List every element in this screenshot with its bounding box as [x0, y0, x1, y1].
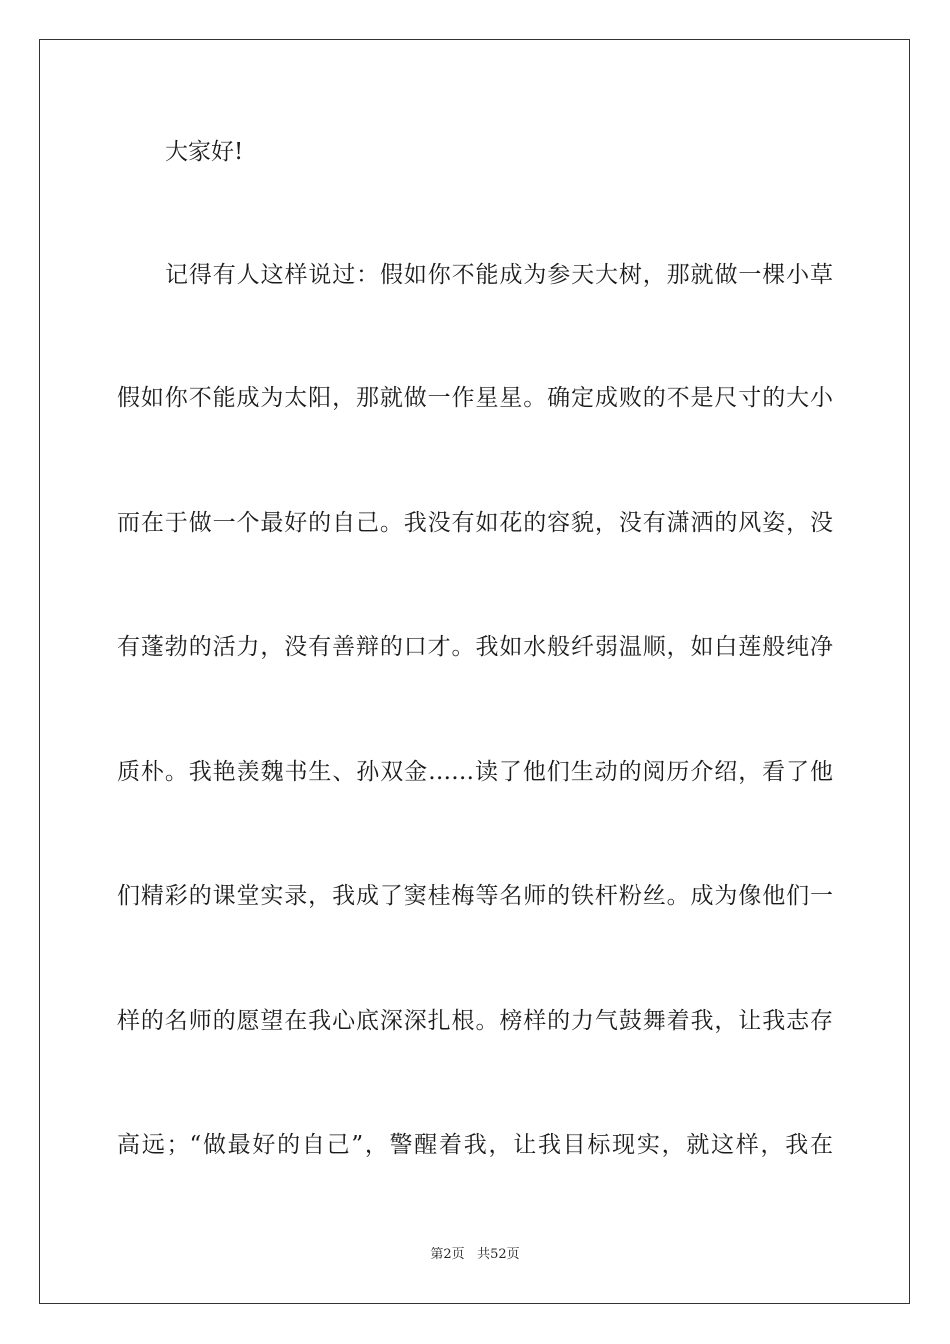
- paragraph-line: 记得有人这样说过：假如你不能成为参天大树，那就做一棵小草: [165, 262, 833, 288]
- paragraph-line: 高远；“做最好的自己”，警醒着我，让我目标现实，就这样，我在: [117, 1132, 833, 1158]
- paragraph-line: 假如你不能成为太阳，那就做一作星星。确定成败的不是尺寸的大小: [117, 385, 833, 411]
- paragraph-line: 有蓬勃的活力，没有善辩的口才。我如水般纤弱温顺，如白莲般纯净: [117, 634, 833, 660]
- page-number: 第2页: [430, 1247, 465, 1262]
- paragraph-line: 而在于做一个最好的自己。我没有如花的容貌，没有潇洒的风姿，没: [117, 510, 833, 536]
- paragraph-line: 们精彩的课堂实录，我成了窦桂梅等名师的铁杆粉丝。成为像他们一: [117, 883, 833, 909]
- paragraph-line: 样的名师的愿望在我心底深深扎根。榜样的力气鼓舞着我，让我志存: [117, 1008, 833, 1034]
- page-border: [39, 39, 910, 1304]
- greeting-line: 大家好!: [165, 139, 244, 165]
- paragraph-line: 质朴。我艳羡魏书生、孙双金……读了他们生动的阅历介绍，看了他: [117, 759, 833, 785]
- page-total: 共52页: [477, 1247, 520, 1262]
- page-footer: [0, 1246, 950, 1264]
